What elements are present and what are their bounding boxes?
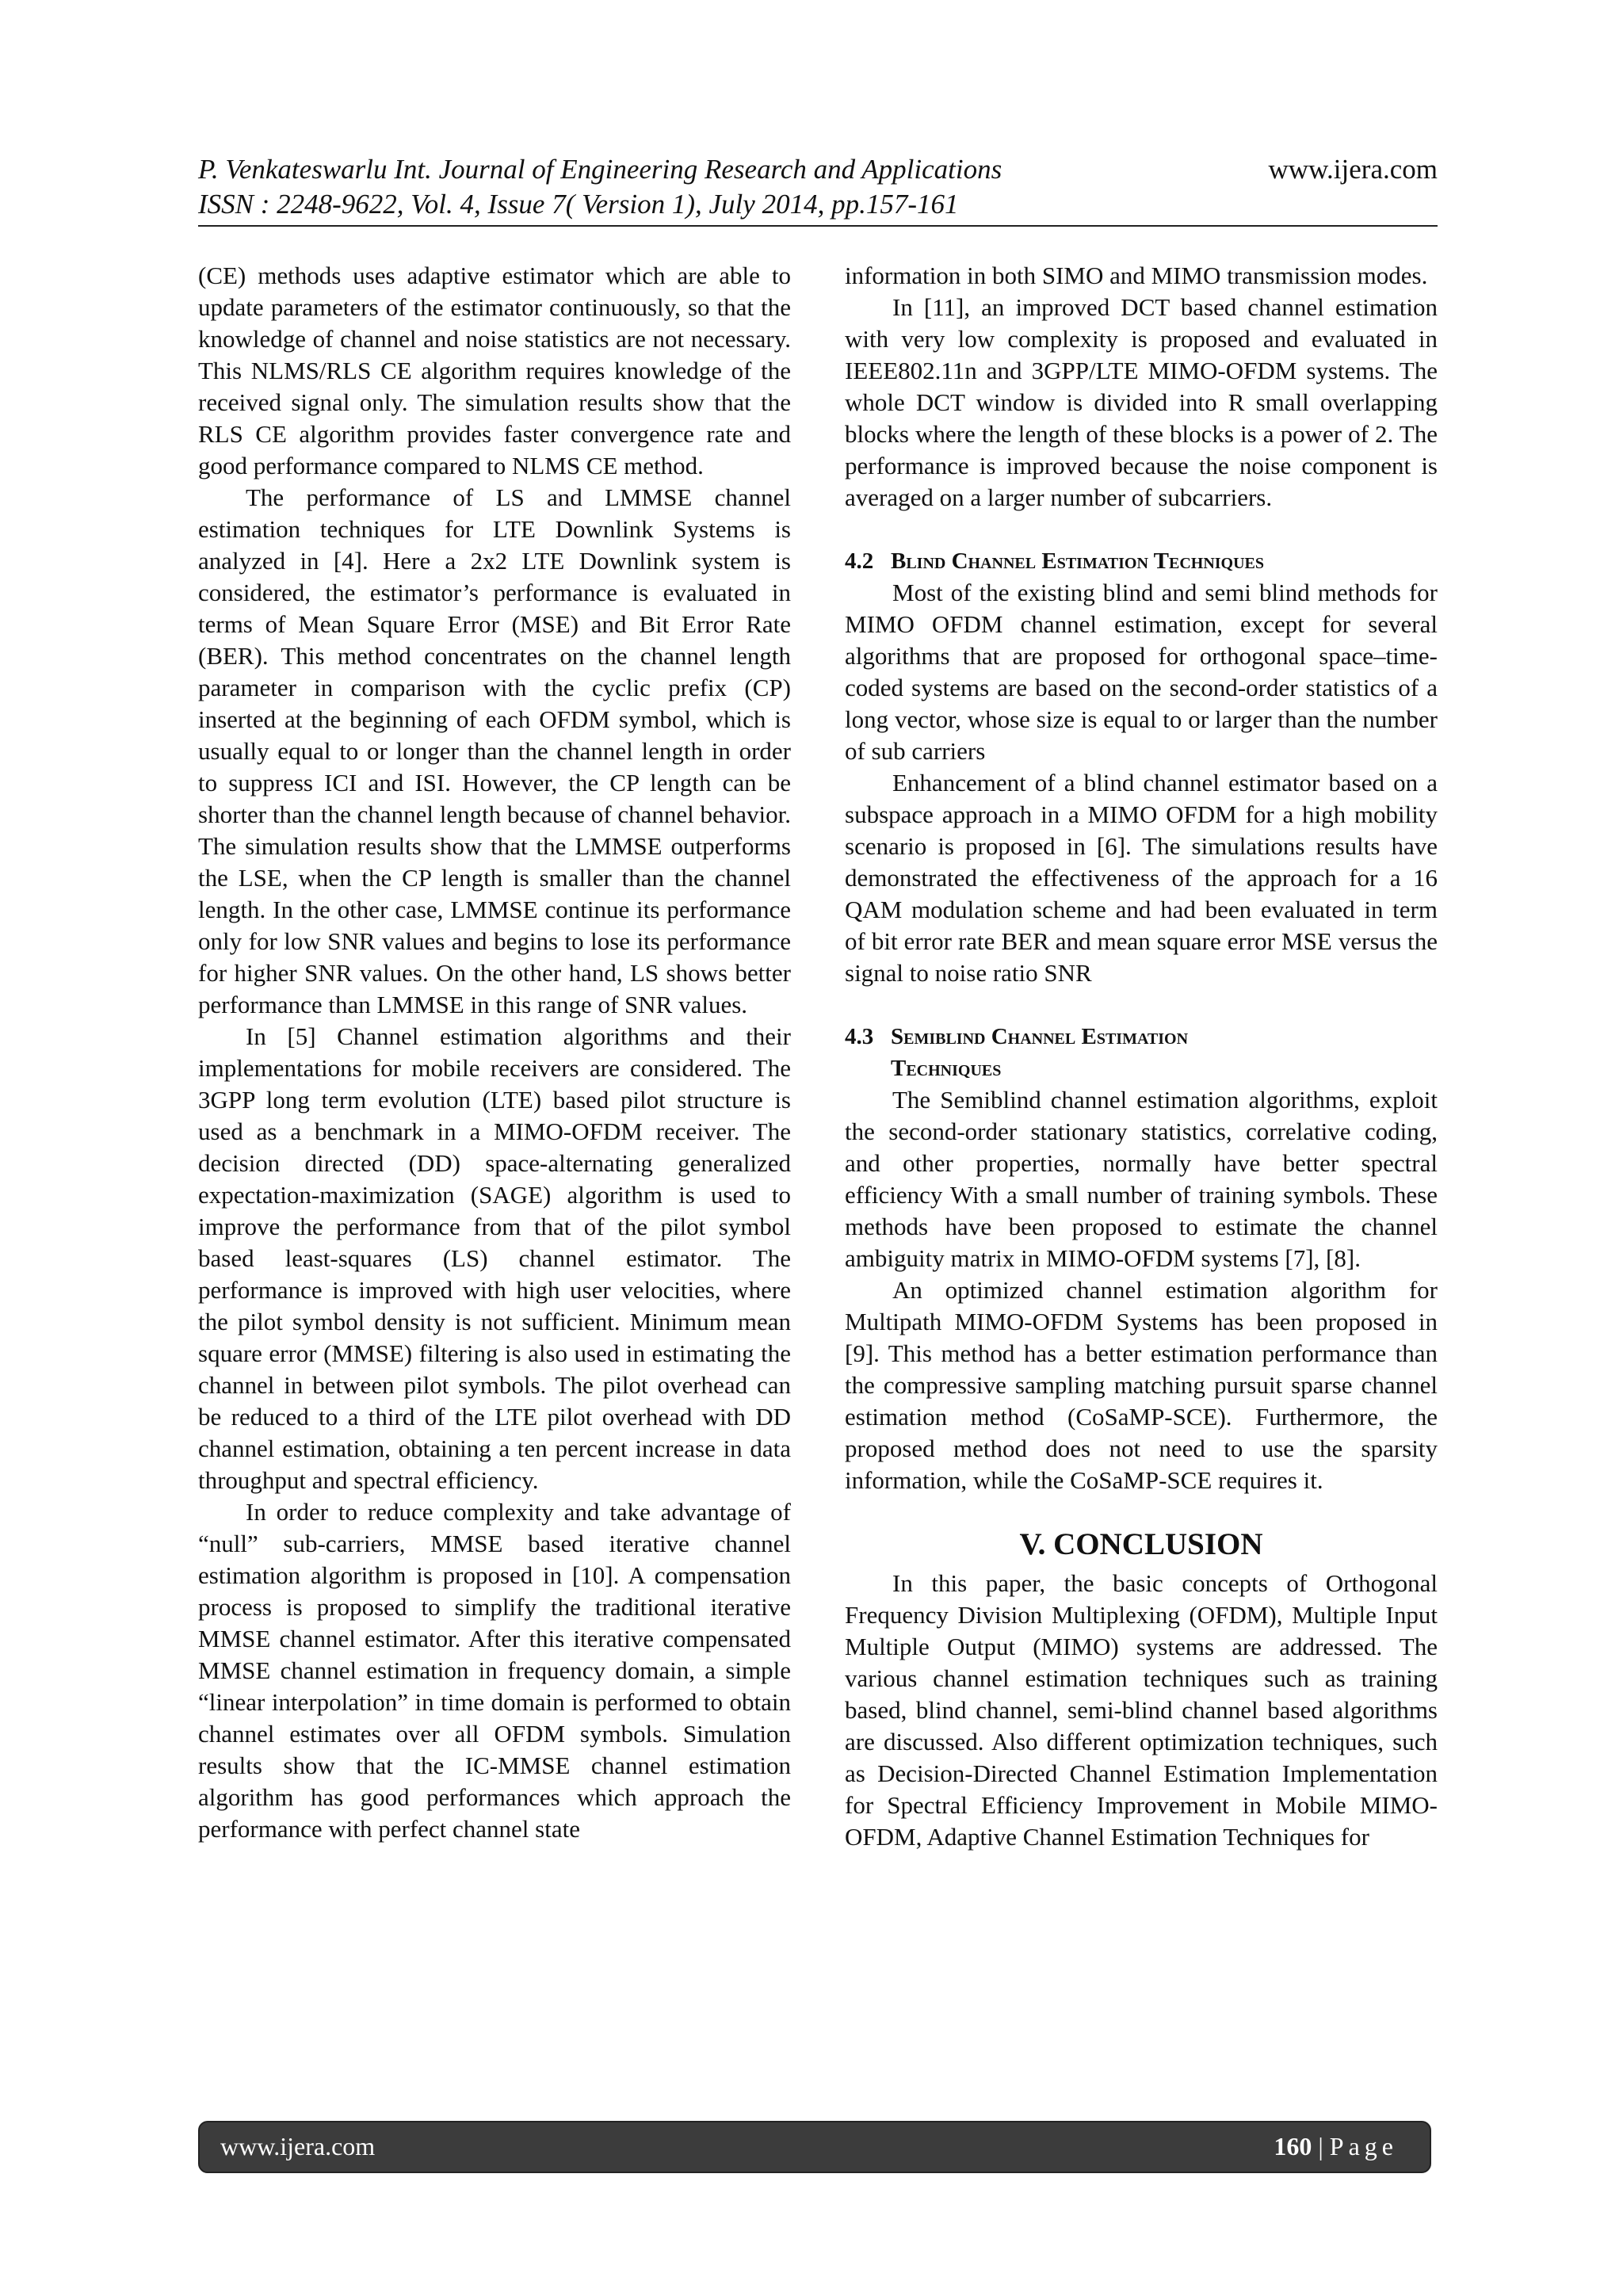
paragraph: In order to reduce complexity and take advantage of “null” sub-carriers, MMSE based iterative channel estimation algorithm is proposed in [10]. A compensation process is proposed to simplify the traditional iterative MMSE channel estimator. After this iterative compensated MMSE channel estimation in frequency domain, a simple “linear interpolation” in time domain is performed to obtain channel estimates over all OFDM symbols. Simulation results show that the IC-MMSE channel estimation algorithm has good performances which approach the performance with perfect channel state [198,1498,791,1843]
header-journal-url[interactable]: www.ijera.com [1268,154,1438,185]
paragraph: In this paper, the basic concepts of Orthogonal Frequency Division Multiplexing (OFDM), Multiple Input Multiple Output (MIMO) systems are addressed. The various channel estimation techniques such as training based, blind channel, semi-blind channel based algorithms are discussed. Also different optimization techniques, such as Decision-Directed Channel Estimation Implementation for Spectral Efficiency Improvement in Mobile MIMO-OFDM, Adaptive Channel Estimation Techniques for [845,1569,1438,1851]
issn-volume-line: ISSN : 2248-9622, Vol. 4, Issue 7( Version 1), July 2014, pp.157-161 [198,189,959,220]
paragraph: Most of the existing blind and semi blind methods for MIMO OFDM channel estimation, except for several algorithms that are proposed for orthogonal space–time-coded systems are based on the second-order statistics of a long vector, whose size is equal to or larger than the number of sub carriers [845,579,1438,765]
left-text-column [198,260,791,1845]
paragraph: In [11], an improved DCT based channel estimation with very low complexity is proposed and evaluated in IEEE802.11n and 3GPP/LTE MIMO-OFDM systems. The whole DCT window is divided into R small overlapping blocks where the length of these blocks is a power of 2. The performance is improved because the noise component is averaged on a larger number of subcarriers. [845,293,1438,511]
section-heading-4-3 [845,1021,1438,1084]
header-divider [198,225,1438,227]
section-heading-4-2 [845,545,1438,577]
journal-citation-line: P. Venkateswarlu Int. Journal of Engineering Research and Applications [198,154,1002,185]
paragraph: An optimized channel estimation algorithm for Multipath MIMO-OFDM Systems has been proposed in [9]. This method has a better estimation performance than the compressive sampling matching pursuit sparse channel estimation method (CoSaMP-SCE). Furthermore, the proposed method does not need to use the sparsity information, while the CoSaMP-SCE requires it. [845,1276,1438,1494]
paragraph: (CE) methods uses adaptive estimator which are able to update parameters of the estimator continuously, so that the knowledge of channel and noise statistics are not necessary. This NLMS/RLS CE algorithm requires knowledge of the received signal only. The simulation results show that the RLS CE algorithm provides faster convergence rate and good performance compared to NLMS CE method. [198,262,791,479]
conclusion-heading: V. CONCLUSION [1019,1527,1263,1561]
page-footer [198,2121,1431,2173]
paragraph: The Semiblind channel estimation algorithms, exploit the second-order stationary statistics, correlative coding, and other properties, normally have better spectral efficiency With a small number of training symbols. These methods have been proposed to estimate the channel ambiguity matrix in MIMO-OFDM systems [7], [8]. [845,1086,1438,1272]
paragraph: In [5] Channel estimation algorithms and their implementations for mobile receivers are considered. The 3GPP long term evolution (LTE) based pilot structure is used as a benchmark in a MIMO-OFDM receiver. The decision directed (DD) space-alternating generalized expectation-maximization (SAGE) algorithm is used to improve the performance from that of the pilot symbol based least-squares (LS) channel estimator. The performance is improved with high user velocities, where the pilot symbol density is not sufficient. Minimum mean square error (MMSE) filtering is also used in estimating the channel in between pilot symbols. The pilot overhead can be reduced to a third of the LTE pilot overhead with DD channel estimation, obtaining a ten percent increase in data throughput and spectral efficiency. [198,1022,791,1494]
paragraph: Enhancement of a blind channel estimator based on a subspace approach in a MIMO OFDM for a high mobility scenario is proposed in [6]. The simulations results have demonstrated the effectiveness of the approach for a 16 QAM modulation scheme and had been evaluated in term of bit error rate BER and mean square error MSE versus the signal to noise ratio SNR [845,769,1438,987]
paragraph: The performance of LS and LMMSE channel estimation techniques for LTE Downlink Systems is analyzed in [4]. Here a 2x2 LTE Downlink system is considered, the estimator’s performance is evaluated in terms of Mean Square Error (MSE) and Bit Error Rate (BER). This method concentrates on the channel length parameter in comparison with the cyclic prefix (CP) inserted at the beginning of each OFDM symbol, which is usually equal to or longer than the channel length in order to suppress ICI and ISI. However, the CP length can be shorter than the channel length because of channel behavior. The simulation results show that the LMMSE outperforms the LSE, when the CP length is smaller than the channel length. In the other case, LMMSE continue its performance only for low SNR values and begins to lose its performance for higher SNR values. On the other hand, LS shows better performance than LMMSE in this range of SNR values. [198,483,792,1018]
page-indicator [1274,2130,1398,2162]
section-number: 4.3 [845,1024,874,1049]
section-title-continued: Techniques [891,1056,1002,1081]
running-header [198,152,1438,222]
page-separator: | [1312,2132,1330,2160]
page-label: Page [1329,2132,1398,2160]
section-title: Semiblind Channel Estimation [891,1024,1189,1049]
page-number: 160 [1274,2132,1312,2160]
section-title: Blind Channel Estimation Techniques [891,548,1265,574]
paragraph: information in both SIMO and MIMO transmission modes. [845,262,1428,289]
footer-journal-url[interactable]: www.ijera.com [220,2132,376,2160]
right-text-column [845,260,1438,1853]
section-number: 4.2 [845,548,874,574]
